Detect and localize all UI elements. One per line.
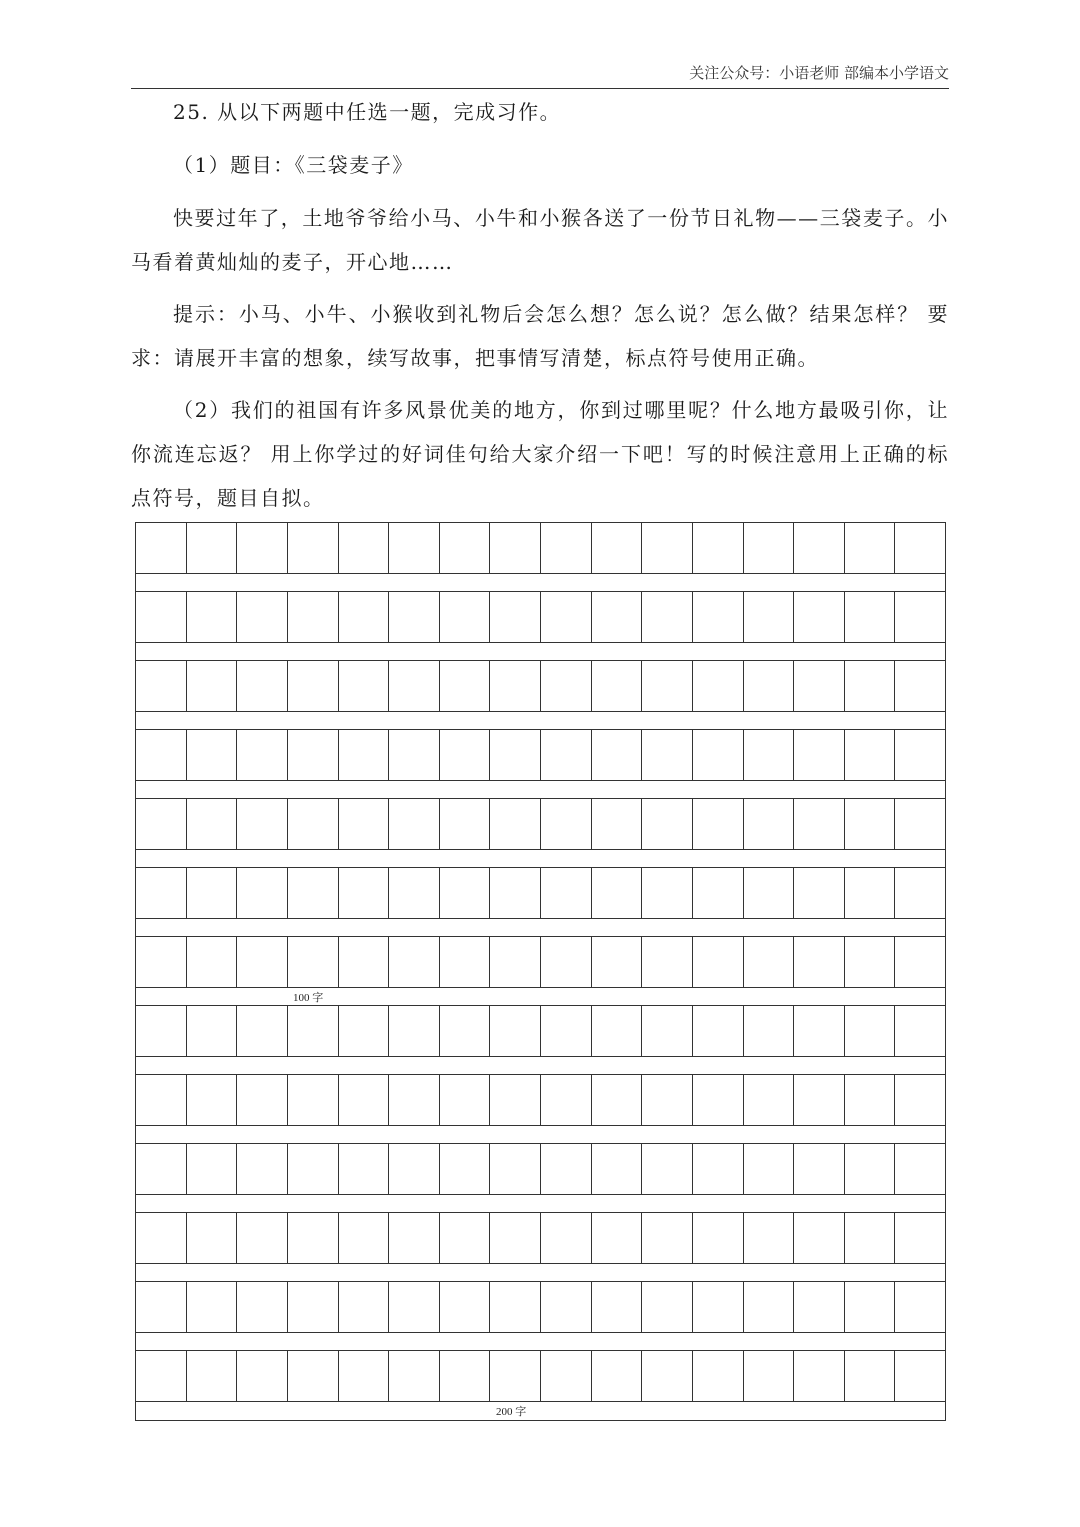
grid-cell[interactable] [592,1075,643,1125]
grid-row [136,523,945,573]
grid-cell[interactable] [187,1006,238,1056]
grid-cell[interactable] [490,730,541,780]
grid-cell[interactable] [187,1075,238,1125]
grid-cell[interactable] [389,799,440,849]
grid-cell[interactable] [541,937,592,987]
grid-cell[interactable] [794,868,845,918]
grid-cell[interactable] [794,937,845,987]
grid-row [136,937,945,987]
grid-cell[interactable] [845,1282,896,1332]
grid-cell[interactable] [744,868,795,918]
grid-cell[interactable] [541,730,592,780]
grid-cell[interactable] [845,1144,896,1194]
word-count-marker: 100 字 [293,992,324,1004]
grid-cell[interactable] [642,523,693,573]
grid-cell[interactable] [592,592,643,642]
grid-gap-row [136,1194,945,1213]
grid-cell[interactable] [136,799,187,849]
grid-cell[interactable] [693,1006,744,1056]
option1-hint: 提示：小马、小牛、小猴收到礼物后会怎么想？怎么说？怎么做？结果怎样？ 要求：请展开丰富的想象，续写故事，把事情写清楚，标点符号使用正确。 [131,302,949,370]
grid-cell[interactable] [642,1351,693,1401]
grid-cell[interactable] [592,1213,643,1263]
grid-cell[interactable] [895,523,945,573]
grid-cell[interactable] [339,1075,390,1125]
grid-cell[interactable] [389,1006,440,1056]
grid-gap-row [136,987,945,1006]
grid-cell[interactable] [440,1213,491,1263]
grid-row [136,1351,945,1401]
grid-cell[interactable] [642,799,693,849]
grid-cell[interactable] [744,1144,795,1194]
grid-cell[interactable] [237,661,288,711]
grid-cell[interactable] [592,523,643,573]
grid-row [136,1144,945,1194]
grid-row [136,592,945,642]
grid-cell[interactable] [490,1006,541,1056]
grid-cell[interactable] [895,937,945,987]
grid-cell[interactable] [440,937,491,987]
writing-grid[interactable] [135,522,946,1421]
grid-cell[interactable] [288,799,339,849]
grid-cell[interactable] [541,1213,592,1263]
grid-cell[interactable] [339,1282,390,1332]
grid-cell[interactable] [187,799,238,849]
grid-cell[interactable] [592,661,643,711]
grid-cell[interactable] [794,523,845,573]
grid-cell[interactable] [744,1282,795,1332]
grid-cell[interactable] [744,730,795,780]
grid-cell[interactable] [744,661,795,711]
grid-cell[interactable] [693,1351,744,1401]
grid-cell[interactable] [490,1213,541,1263]
option2-text: （2）我们的祖国有许多风景优美的地方，你到过哪里呢？什么地方最吸引你，让你流连忘返？ 用上你学过的好词佳句给大家介绍一下吧！写的时候注意用上正确的标点符号，题目自拟。 [131,398,949,510]
grid-cell[interactable] [136,523,187,573]
grid-cell[interactable] [895,1144,945,1194]
grid-cell[interactable] [845,937,896,987]
grid-cell[interactable] [895,1006,945,1056]
grid-cell[interactable] [642,592,693,642]
grid-cell[interactable] [490,523,541,573]
grid-cell[interactable] [642,1075,693,1125]
grid-gap-row [136,642,945,661]
grid-cell[interactable] [237,523,288,573]
grid-cell[interactable] [895,1351,945,1401]
grid-cell[interactable] [389,523,440,573]
grid-cell[interactable] [642,1213,693,1263]
grid-cell[interactable] [845,1351,896,1401]
grid-cell[interactable] [642,868,693,918]
grid-cell[interactable] [136,592,187,642]
grid-cell[interactable] [339,868,390,918]
grid-cell[interactable] [845,592,896,642]
grid-cell[interactable] [845,868,896,918]
grid-cell[interactable] [541,868,592,918]
grid-cell[interactable] [288,1213,339,1263]
grid-cell[interactable] [288,1282,339,1332]
grid-cell[interactable] [440,592,491,642]
grid-cell[interactable] [187,868,238,918]
grid-cell[interactable] [490,1144,541,1194]
header-divider [131,88,949,89]
grid-gap-row [136,1332,945,1351]
grid-cell[interactable] [845,799,896,849]
grid-cell[interactable] [845,661,896,711]
grid-cell[interactable] [339,730,390,780]
grid-cell[interactable] [895,868,945,918]
grid-cell[interactable] [642,730,693,780]
grid-cell[interactable] [541,1006,592,1056]
grid-cell[interactable] [592,1351,643,1401]
grid-cell[interactable] [288,868,339,918]
grid-row [136,799,945,849]
grid-cell[interactable] [592,1282,643,1332]
grid-cell[interactable] [490,592,541,642]
grid-cell[interactable] [339,937,390,987]
grid-cell[interactable] [440,1144,491,1194]
grid-cell[interactable] [642,937,693,987]
grid-cell[interactable] [440,1351,491,1401]
grid-cell[interactable] [490,799,541,849]
grid-gap-row [136,780,945,799]
grid-cell[interactable] [440,1075,491,1125]
grid-cell[interactable] [237,1282,288,1332]
grid-cell[interactable] [541,1075,592,1125]
grid-cell[interactable] [693,1075,744,1125]
grid-cell[interactable] [136,1282,187,1332]
grid-cell[interactable] [541,1144,592,1194]
grid-row [136,1075,945,1125]
grid-cell[interactable] [845,1006,896,1056]
grid-cell[interactable] [187,1351,238,1401]
grid-cell[interactable] [136,937,187,987]
grid-cell[interactable] [288,730,339,780]
grid-row [136,730,945,780]
grid-gap-row [136,1056,945,1075]
grid-cell[interactable] [744,799,795,849]
grid-cell[interactable] [693,799,744,849]
grid-cell[interactable] [490,1075,541,1125]
grid-cell[interactable] [288,592,339,642]
grid-cell[interactable] [794,1282,845,1332]
grid-cell[interactable] [136,1351,187,1401]
grid-cell[interactable] [592,868,643,918]
grid-cell[interactable] [136,661,187,711]
grid-cell[interactable] [389,868,440,918]
grid-cell[interactable] [895,799,945,849]
grid-cell[interactable] [845,523,896,573]
grid-cell[interactable] [541,523,592,573]
grid-cell[interactable] [389,1282,440,1332]
grid-cell[interactable] [440,868,491,918]
grid-cell[interactable] [288,661,339,711]
grid-cell[interactable] [794,661,845,711]
grid-cell[interactable] [541,799,592,849]
grid-cell[interactable] [693,937,744,987]
grid-cell[interactable] [339,799,390,849]
grid-cell[interactable] [136,868,187,918]
grid-cell[interactable] [440,523,491,573]
grid-cell[interactable] [440,730,491,780]
grid-cell[interactable] [440,661,491,711]
grid-cell[interactable] [187,661,238,711]
grid-row [136,1282,945,1332]
grid-cell[interactable] [794,1351,845,1401]
grid-cell[interactable] [339,1351,390,1401]
grid-cell[interactable] [592,730,643,780]
grid-cell[interactable] [389,661,440,711]
grid-cell[interactable] [136,1006,187,1056]
grid-cell[interactable] [895,730,945,780]
grid-cell[interactable] [187,1282,238,1332]
grid-cell[interactable] [389,937,440,987]
grid-cell[interactable] [237,730,288,780]
grid-cell[interactable] [339,592,390,642]
grid-cell[interactable] [237,868,288,918]
grid-cell[interactable] [237,1075,288,1125]
grid-cell[interactable] [339,1213,390,1263]
grid-cell[interactable] [237,937,288,987]
grid-cell[interactable] [237,799,288,849]
grid-cell[interactable] [693,1282,744,1332]
grid-row [136,868,945,918]
option1-body: 快要过年了，土地爷爷给小马、小牛和小猴各送了一份节日礼物——三袋麦子。小马看着黄灿灿的麦子，开心地…… [131,206,949,274]
grid-cell[interactable] [136,1213,187,1263]
grid-cell[interactable] [895,1213,945,1263]
grid-cell[interactable] [794,1075,845,1125]
grid-cell[interactable] [187,592,238,642]
grid-gap-row [136,849,945,868]
grid-cell[interactable] [744,1351,795,1401]
grid-gap-row [136,1263,945,1282]
grid-cell[interactable] [592,799,643,849]
grid-gap-row [136,918,945,937]
grid-cell[interactable] [490,661,541,711]
page-header: 关注公众号：小语老师 部编本小学语文 [689,64,949,82]
grid-cell[interactable] [744,1213,795,1263]
grid-cell[interactable] [693,730,744,780]
grid-cell[interactable] [490,937,541,987]
grid-cell[interactable] [237,1006,288,1056]
grid-cell[interactable] [794,1006,845,1056]
grid-cell[interactable] [490,1351,541,1401]
grid-cell[interactable] [237,592,288,642]
grid-cell[interactable] [693,592,744,642]
grid-cell[interactable] [187,1144,238,1194]
grid-cell[interactable] [136,1075,187,1125]
grid-cell[interactable] [592,1006,643,1056]
grid-cell[interactable] [845,1075,896,1125]
grid-row [136,661,945,711]
grid-cell[interactable] [440,1006,491,1056]
grid-cell[interactable] [642,1006,693,1056]
grid-cell[interactable] [693,523,744,573]
grid-cell[interactable] [339,1006,390,1056]
grid-cell[interactable] [744,1006,795,1056]
grid-cell[interactable] [288,1351,339,1401]
grid-gap-row [136,1401,945,1420]
grid-cell[interactable] [339,1144,390,1194]
grid-cell[interactable] [592,1144,643,1194]
grid-cell[interactable] [744,937,795,987]
grid-cell[interactable] [288,523,339,573]
grid-cell[interactable] [288,1075,339,1125]
grid-cell[interactable] [490,1282,541,1332]
grid-cell[interactable] [187,730,238,780]
grid-cell[interactable] [642,1144,693,1194]
grid-cell[interactable] [187,523,238,573]
grid-cell[interactable] [693,1213,744,1263]
grid-cell[interactable] [389,1144,440,1194]
grid-cell[interactable] [541,592,592,642]
grid-cell[interactable] [895,661,945,711]
grid-cell[interactable] [440,1282,491,1332]
grid-cell[interactable] [237,1213,288,1263]
grid-cell[interactable] [642,1282,693,1332]
grid-cell[interactable] [389,730,440,780]
grid-cell[interactable] [693,661,744,711]
grid-gap-row [136,711,945,730]
grid-cell[interactable] [288,1006,339,1056]
option1-title: （1）题目：《三袋麦子》 [173,153,414,177]
grid-row [136,1213,945,1263]
grid-cell[interactable] [288,937,339,987]
grid-cell[interactable] [845,1213,896,1263]
grid-cell[interactable] [895,1075,945,1125]
grid-cell[interactable] [794,730,845,780]
grid-cell[interactable] [744,523,795,573]
grid-cell[interactable] [794,1213,845,1263]
grid-cell[interactable] [541,1351,592,1401]
grid-cell[interactable] [187,1213,238,1263]
grid-cell[interactable] [389,1351,440,1401]
grid-cell[interactable] [541,1282,592,1332]
grid-cell[interactable] [389,1213,440,1263]
grid-row [136,1006,945,1056]
grid-cell[interactable] [592,937,643,987]
grid-gap-row [136,1125,945,1144]
grid-cell[interactable] [237,1144,288,1194]
grid-cell[interactable] [541,661,592,711]
grid-cell[interactable] [389,1075,440,1125]
grid-cell[interactable] [136,1144,187,1194]
grid-cell[interactable] [794,799,845,849]
grid-cell[interactable] [440,799,491,849]
grid-cell[interactable] [744,1075,795,1125]
grid-cell[interactable] [339,523,390,573]
grid-cell[interactable] [845,730,896,780]
grid-cell[interactable] [339,661,390,711]
grid-cell[interactable] [237,1351,288,1401]
grid-cell[interactable] [288,1144,339,1194]
question-title: 25. 从以下两题中任选一题，完成习作。 [173,100,562,124]
grid-cell[interactable] [895,592,945,642]
grid-cell[interactable] [490,868,541,918]
grid-cell[interactable] [642,661,693,711]
grid-cell[interactable] [136,730,187,780]
grid-cell[interactable] [389,592,440,642]
grid-cell[interactable] [693,868,744,918]
grid-cell[interactable] [794,1144,845,1194]
grid-cell[interactable] [744,592,795,642]
grid-cell[interactable] [693,1144,744,1194]
grid-cell[interactable] [895,1282,945,1332]
grid-cell[interactable] [794,592,845,642]
grid-cell[interactable] [187,937,238,987]
grid-gap-row [136,573,945,592]
word-count-marker: 200 字 [496,1406,527,1418]
